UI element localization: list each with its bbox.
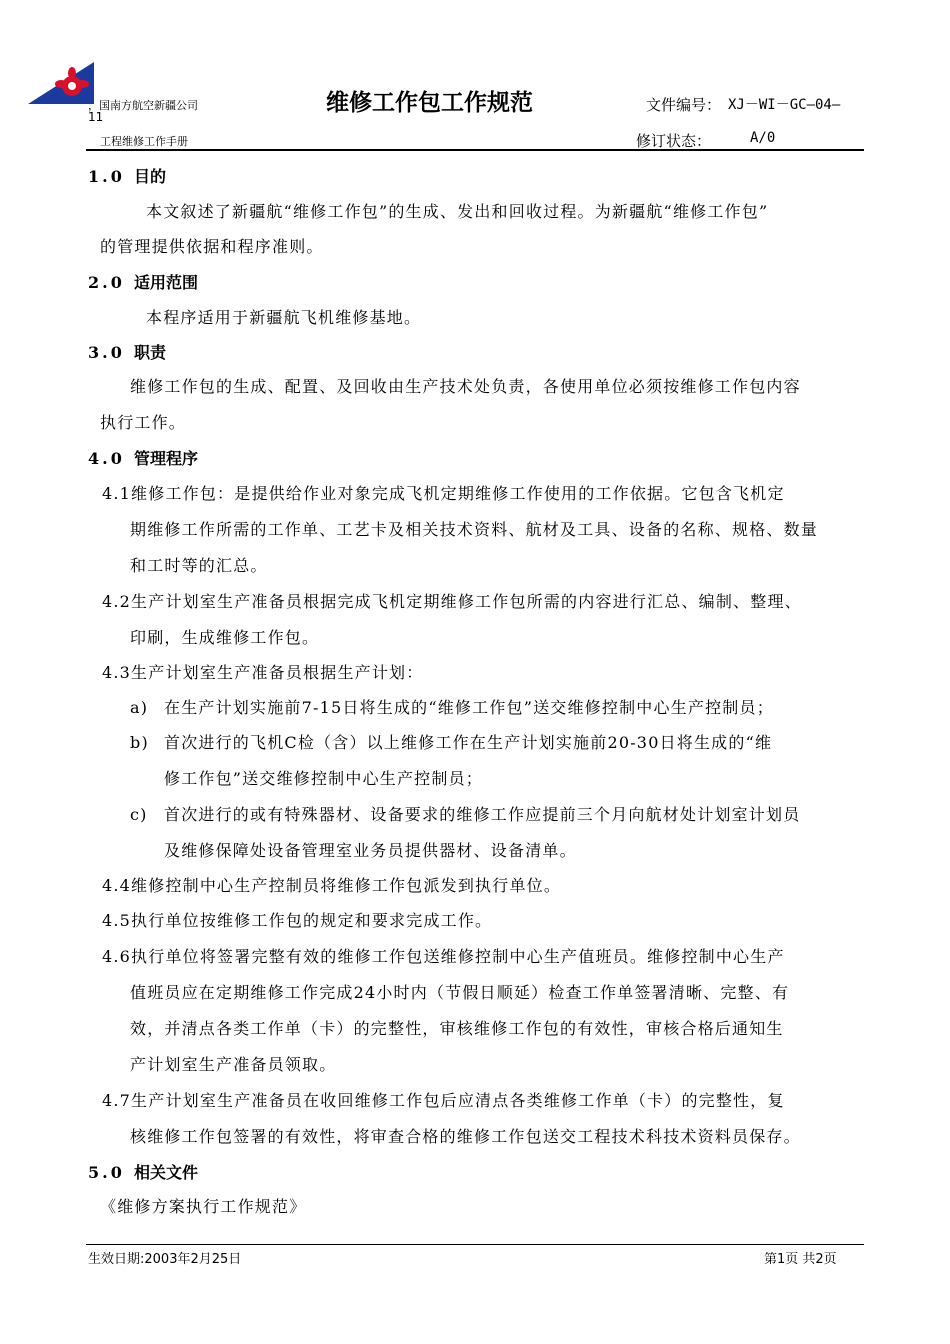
footer-divider bbox=[86, 1244, 864, 1245]
section-2-heading bbox=[88, 270, 198, 293]
sub-item-text: 首次进行的或有特殊器材、设备要求的维修工作应提前三个月向航材处计划室计划员 bbox=[164, 805, 801, 824]
effective-date: 生效日期:2003年2月25日 bbox=[88, 1252, 242, 1267]
paragraph-line: 的管理提供依据和程序准则。 bbox=[100, 237, 324, 256]
item-4-4-line: 4.4维修控制中心生产控制员将维修工作包派发到执行单位。 bbox=[102, 876, 562, 895]
paragraph-line: 执行工作。 bbox=[100, 413, 187, 432]
sub-item-a bbox=[130, 695, 774, 718]
page-info: 第1页 共2页 bbox=[764, 1252, 837, 1267]
sub-item-label: b) bbox=[130, 733, 149, 752]
item-4-1-line: 和工时等的汇总。 bbox=[130, 556, 268, 575]
sub-item-text: 首次进行的飞机C检（含）以上维修工作在生产计划实施前20-30日将生成的“维 bbox=[164, 733, 773, 752]
sub-item-label: a) bbox=[130, 698, 149, 717]
section-title: 适用范围 bbox=[134, 273, 199, 292]
sub-item-label: c) bbox=[130, 805, 148, 824]
sub-item-text: 修工作包”送交维修控制中心生产控制员； bbox=[164, 769, 483, 788]
document-title: 维修工作包工作规范 bbox=[326, 90, 533, 116]
section-number: 1.0 bbox=[88, 167, 125, 186]
item-4-6-line: 值班员应在定期维修工作完成24小时内（节假日顺延）检查工作单签署清晰、完整、有 bbox=[130, 983, 790, 1002]
company-number: 11 bbox=[88, 110, 104, 124]
paragraph-line: 维修工作包的生成、配置、及回收由生产技术处负责，各使用单位必须按维修工作包内容 bbox=[130, 377, 801, 396]
paragraph-line: 本文叙述了新疆航“维修工作包”的生成、发出和回收过程。为新疆航“维修工作包” bbox=[146, 202, 769, 221]
doc-number-value: XJ－WI－GC—04— bbox=[728, 97, 841, 113]
revision-label: 修订状态： bbox=[636, 132, 712, 150]
item-4-1-line: 4.1维修工作包：是提供给作业对象完成飞机定期维修工作使用的工作依据。它包含飞机定 bbox=[102, 484, 785, 503]
related-document: 《维修方案执行工作规范》 bbox=[100, 1197, 307, 1216]
sub-item-c bbox=[130, 802, 800, 825]
item-4-6-line: 4.6执行单位将签署完整有效的维修工作包送维修控制中心生产值班员。维修控制中心生产 bbox=[102, 947, 785, 966]
section-title: 管理程序 bbox=[134, 449, 199, 468]
section-1-heading bbox=[88, 164, 166, 187]
doc-number-label: 文件编号： bbox=[646, 96, 722, 114]
item-4-7-line: 4.7生产计划室生产准备员在收回维修工作包后应清点各类维修工作单（卡）的完整性，复 bbox=[102, 1091, 785, 1110]
paragraph-line: 本程序适用于新疆航飞机维修基地。 bbox=[146, 308, 422, 327]
revision-value: A/0 bbox=[750, 130, 776, 146]
section-title: 职责 bbox=[134, 343, 167, 362]
item-4-1-line: 期维修工作所需的工作单、工艺卡及相关技术资料、航材及工具、设备的名称、规格、数量 bbox=[130, 520, 819, 539]
sub-item-text: 在生产计划实施前7-15日将生成的“维修工作包”送交维修控制中心生产控制员； bbox=[164, 698, 774, 717]
kapok-flower-logo-icon bbox=[28, 58, 94, 106]
item-4-6-line: 产计划室生产准备员领取。 bbox=[130, 1055, 337, 1074]
item-4-2-line: 印刷，生成维修工作包。 bbox=[130, 628, 320, 647]
company-name: ，国南方航空新疆公司 bbox=[88, 99, 198, 112]
sub-item-b bbox=[130, 730, 772, 753]
section-number: 4.0 bbox=[88, 449, 125, 468]
item-4-2-line: 4.2生产计划室生产准备员根据完成飞机定期维修工作包所需的内容进行汇总、编制、整理、 bbox=[102, 592, 802, 611]
section-title: 目的 bbox=[134, 167, 167, 186]
company-logo bbox=[28, 58, 94, 110]
item-4-3-line: 4.3生产计划室生产准备员根据生产计划： bbox=[102, 663, 424, 682]
manual-name: 工程维修工作手册 bbox=[100, 135, 188, 148]
section-number: 3.0 bbox=[88, 343, 125, 362]
sub-item-text: 及维修保障处设备管理室业务员提供器材、设备清单。 bbox=[164, 841, 577, 860]
section-number: 5.0 bbox=[88, 1163, 125, 1182]
section-number: 2.0 bbox=[88, 273, 125, 292]
item-4-7-line: 核维修工作包签署的有效性，将审查合格的维修工作包送交工程技术科技术资料员保存。 bbox=[130, 1127, 801, 1146]
item-4-5-line: 4.5执行单位按维修工作包的规定和要求完成工作。 bbox=[102, 911, 493, 930]
item-4-6-line: 效，并清点各类工作单（卡）的完整性，审核维修工作包的有效性，审核合格后通知生 bbox=[130, 1019, 784, 1038]
header-divider bbox=[86, 149, 864, 151]
section-3-heading bbox=[88, 340, 166, 363]
section-5-heading bbox=[88, 1160, 198, 1183]
section-title: 相关文件 bbox=[134, 1163, 199, 1182]
section-4-heading bbox=[88, 446, 198, 469]
